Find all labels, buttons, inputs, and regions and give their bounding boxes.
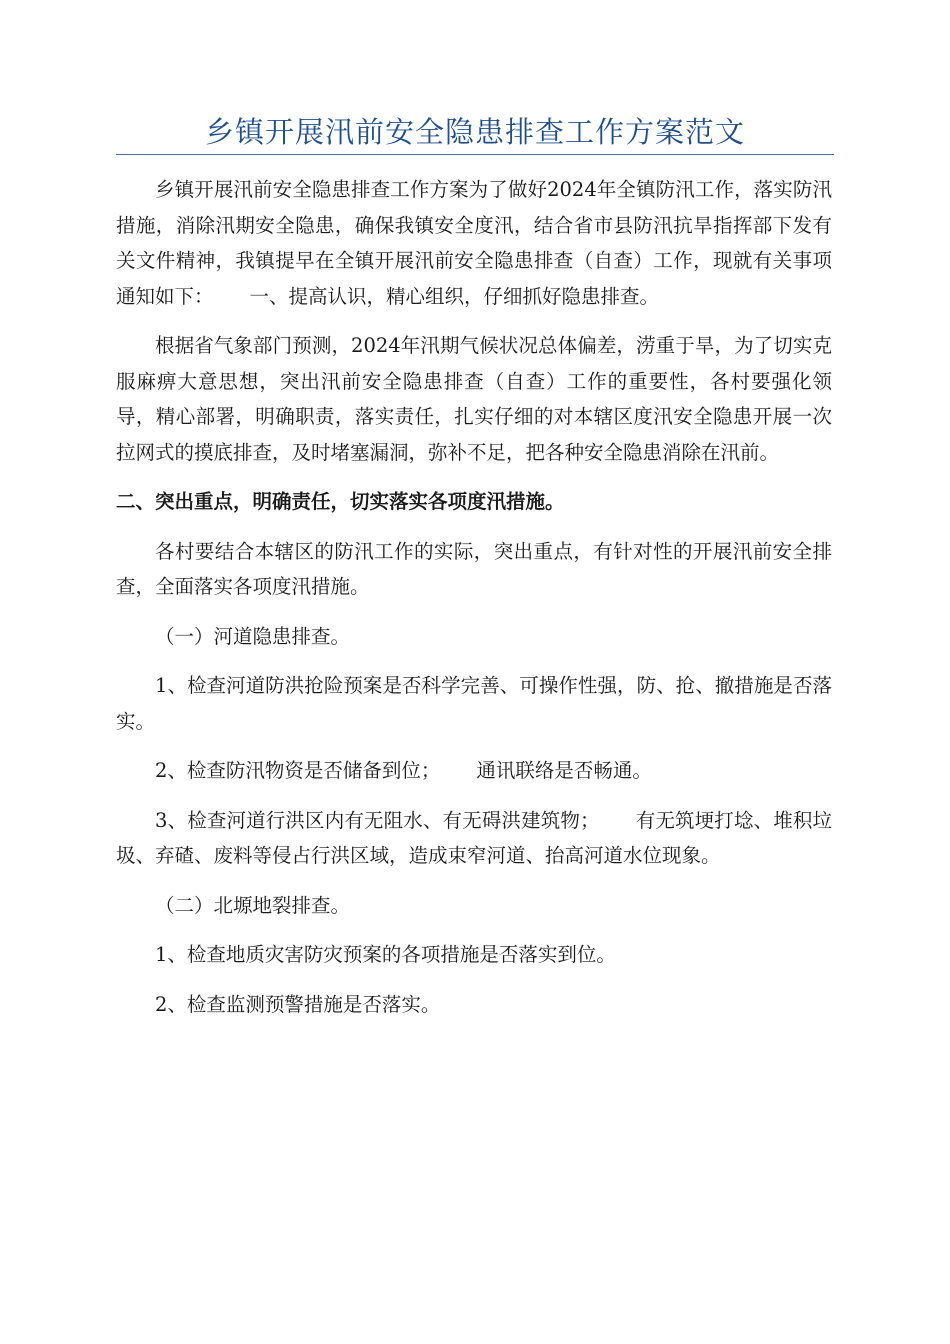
list-item-text: 2、检查防汛物资是否储备到位； — [155, 759, 441, 782]
title-underline — [116, 154, 834, 155]
list-item-tail: 有无筑埂打埝、堆积垃圾、弃碴、废料等侵占行洪区域，造成束窄河道、抬高河道水位现象。 — [116, 808, 832, 867]
paragraph-intro — [116, 172, 832, 314]
list-item-tail: 通讯联络是否畅通。 — [476, 759, 652, 782]
document-body — [116, 172, 832, 1036]
list-item: 2、检查监测预警措施是否落实。 — [155, 992, 441, 1016]
list-item-text: 3、检查河道行洪区内有无阻水、有无碍洪建筑物； — [155, 808, 600, 832]
paragraph-intro-text: 乡镇开展汛前安全隐患排查工作方案为了做好2024年全镇防汛工作，落实防汛措施，消除汛期安全隐患，确保我镇安全度汛，结合省市县防汛抗旱指挥部下发有关文件精神，我镇提早在全镇开展汛前安全隐患排查（自查）工作，现就有关事项通知如下： — [116, 178, 832, 308]
document-title: 乡镇开展汛前安全隐患排查工作方案范文 — [204, 115, 745, 149]
section-heading-2: 二、突出重点，明确责任，切实落实各项度汛措施。 — [116, 490, 565, 513]
list-item — [116, 803, 832, 874]
list-item: 1、检查河道防洪抢险预案是否科学完善、可操作性强，防、抢、撤措施是否落实。 — [116, 674, 832, 733]
subheading-fissure: （二）北塬地裂排查。 — [155, 893, 351, 917]
list-item — [116, 753, 832, 789]
paragraph-section2-body: 各村要结合本辖区的防汛工作的实际，突出重点，有针对性的开展汛前安全排查，全面落实各项度汛措施。 — [116, 539, 832, 598]
paragraph-intro-tail: 一、提高认识，精心组织，仔细抓好隐患排查。 — [249, 284, 660, 308]
subheading-river: （一）河道隐患排查。 — [155, 624, 351, 648]
paragraph-forecast: 根据省气象部门预测，2024年汛期气候状况总体偏差，涝重于旱，为了切实克服麻痹大意思想，突出汛前安全隐患排查（自查）工作的重要性，各村要强化领导，精心部署，明确职责，落实责任，扎实仔细的对本辖区度汛安全隐患开展一次拉网式的摸底排查，及时堵塞漏洞，弥补不足，把各种安全隐患消除在汛前。 — [116, 334, 832, 464]
list-item: 1、检查地质灾害防灾预案的各项措施是否落实到位。 — [155, 943, 616, 966]
